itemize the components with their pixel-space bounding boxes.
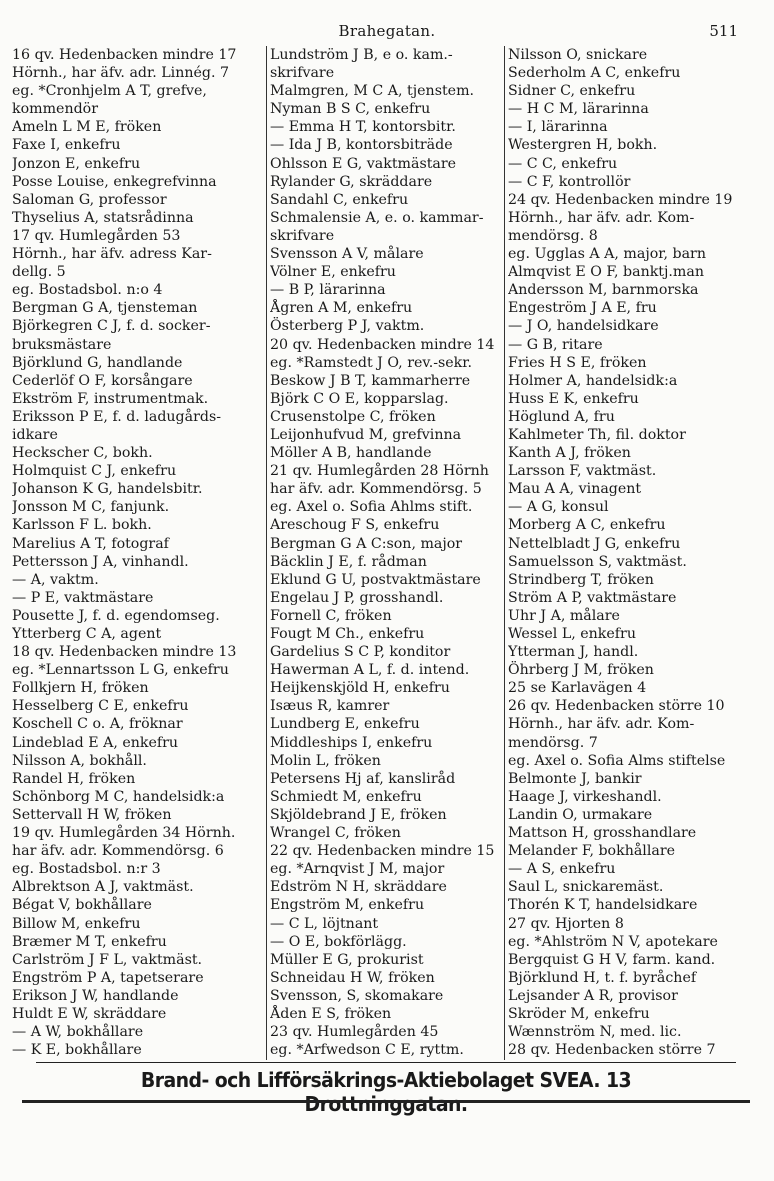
directory-entry-line: Hawerman A L, f. d. intend.: [270, 662, 470, 679]
directory-column-2: [267, 46, 505, 1060]
directory-entry-line: Sederholm A C, enkefru: [508, 65, 681, 82]
directory-entry-line: Nyman B S C, enkefru: [270, 101, 431, 118]
directory-entry-line: 26 qv. Hedenbacken större 10: [508, 698, 725, 715]
directory-entry-line: Albrektson A J, vaktmäst.: [12, 879, 194, 896]
directory-entry-line: 23 qv. Humlegården 45: [270, 1024, 439, 1041]
directory-entry-line: Nettelbladt J G, enkefru: [508, 535, 681, 552]
directory-entry-line: 18 qv. Hedenbacken mindre 13: [12, 644, 237, 661]
directory-entry-line: Jonzon E, enkefru: [12, 155, 141, 172]
directory-entry-line: eg. Axel o. Sofia Alms stiftelse: [508, 752, 726, 769]
directory-entry-line: eg. *Ramstedt J O, rev.-sekr.: [270, 354, 473, 371]
directory-entry-line: Pettersson J A, vinhandl.: [12, 553, 189, 570]
directory-entry-line: — A W, bokhållare: [12, 1024, 144, 1041]
directory-entry-line: — J O, handelsidkare: [508, 318, 659, 335]
directory-entry-line: Cederlöf O F, korsångare: [12, 372, 193, 389]
directory-entry-line: [12, 1059, 266, 1060]
directory-entry-line: Marelius A T, fotograf: [12, 535, 169, 552]
directory-entry-line: Hesselberg C E, enkefru: [12, 698, 189, 715]
directory-entry-line: skrifvare: [270, 227, 335, 244]
directory-entry-line: Wænnström N, med. lic.: [508, 1024, 682, 1041]
directory-entry-line: Höglund A, fru: [508, 408, 615, 425]
directory-entry-line: Eriksson P E, f. d. ladugårds-: [12, 408, 222, 425]
directory-entry-line: — B P, lärarinna: [270, 282, 386, 299]
directory-entry-line: Österberg P J, vaktm.: [270, 318, 425, 335]
directory-entry-line: Middleships I, enkefru: [270, 734, 433, 751]
directory-entry-line: Landin O, urmakare: [508, 806, 653, 823]
directory-entry-line: eg. Bostadsbol. n:o 4: [12, 282, 163, 299]
directory-entry-line: Holmquist C J, enkefru: [12, 463, 177, 480]
directory-entry-line: Bégat V, bokhållare: [12, 897, 152, 914]
directory-entry-line: Randel H, fröken: [12, 770, 136, 787]
directory-entry-line: eg. *Arfwedson C E, ryttm.: [270, 1042, 464, 1059]
directory-entry-line: — A S, enkefru: [508, 861, 616, 878]
directory-entry-line: Hörnh., har äfv. adr. Kom-: [508, 716, 695, 733]
directory-entry-line: Koschell C o. A, fröknar: [12, 716, 183, 733]
directory-entry-line: Müller E G, prokurist: [270, 951, 424, 968]
directory-entry-line: — G B, ritare: [508, 336, 603, 353]
directory-entry-line: Bræmer M T, enkefru: [12, 933, 167, 950]
directory-entry-line: Björk C O E, kopparslag.: [270, 390, 449, 407]
directory-entry-line: — I, lärarinna: [508, 119, 608, 136]
directory-entry-line: Areschoug F S, enkefru: [270, 517, 440, 534]
directory-entry-line: Beskow J B T, kammarherre: [270, 372, 471, 389]
directory-entry-line: dellg. 5: [12, 264, 66, 281]
directory-column-1: [10, 46, 267, 1060]
directory-entry-line: Melander F, bokhållare: [508, 843, 676, 860]
directory-entry-line: bruksmästare: [12, 336, 112, 353]
directory-entry-line: Gardelius S C P, konditor: [270, 644, 451, 661]
directory-entry-line: — C L, löjtnant: [270, 915, 379, 932]
advertisement-banner: Brand- och Lifförsäkrings-Aktiebolaget SVEA. 13 Drottninggatan.: [140, 1068, 632, 1116]
directory-entry-line: har äfv. adr. Kommendörsg. 6: [12, 843, 224, 860]
directory-entry-line: Lindeblad E A, enkefru: [12, 734, 179, 751]
directory-entry-line: eg. *Cronhjelm A T, grefve,: [12, 83, 207, 100]
directory-entry-line: Schönborg M C, handelsidk:a: [12, 788, 225, 805]
directory-entry-line: Edström N H, skräddare: [270, 879, 447, 896]
page-number: 511: [709, 22, 738, 40]
directory-entry-line: Bergman G A C:son, major: [270, 535, 463, 552]
directory-entry-line: Svensson, S, skomakare: [270, 987, 444, 1004]
directory-entry-line: Engström P A, tapetserare: [12, 969, 204, 986]
directory-entry-line: Bäcklin J E, f. rådman: [270, 553, 427, 570]
directory-entry-line: — K E, bokhållare: [12, 1042, 142, 1059]
directory-entry-line: — A, vaktm.: [12, 571, 99, 588]
directory-entry-line: eg. *Lennartsson L G, enkefru: [12, 662, 229, 679]
directory-column-3: [505, 46, 764, 1060]
directory-entry-line: Fornell C, fröken: [270, 607, 392, 624]
directory-entry-line: Nilsson O, snickare: [508, 47, 648, 63]
directory-entry-line: Molin L, fröken: [270, 752, 381, 769]
directory-entry-line: Fries H S E, fröken: [508, 354, 647, 371]
directory-entry-line: Saul L, snickaremäst.: [508, 879, 664, 896]
directory-columns: [10, 46, 764, 1060]
directory-entry-line: 20 qv. Hedenbacken mindre 14: [270, 336, 495, 353]
directory-entry-line: Haage J, virkeshandl.: [508, 788, 662, 805]
directory-entry-line: — A G, konsul: [508, 499, 609, 516]
directory-entry-line: Follkjern H, fröken: [12, 680, 149, 697]
directory-entry-line: Schmalensie A, e. o. kammar-: [270, 209, 484, 226]
directory-entry-line: Möller A B, handlande: [270, 445, 432, 462]
directory-entry-line: Ameln L M E, fröken: [12, 119, 162, 136]
directory-entry-line: Belmonte J, bankir: [508, 770, 642, 787]
directory-entry-line: Crusenstolpe C, fröken: [270, 408, 436, 425]
directory-entry-line: 22 qv. Hedenbacken mindre 15: [270, 843, 495, 860]
directory-entry-line: Skröder M, enkefru: [508, 1005, 650, 1022]
directory-entry-line: [270, 1059, 504, 1060]
directory-entry-line: Ekström F, instrumentmak.: [12, 390, 209, 407]
directory-entry-line: Fougt M Ch., enkefru: [270, 626, 425, 642]
directory-entry-line: Hörnh., har äfv. adr. Linnég. 7: [12, 65, 229, 82]
directory-entry-line: Engeström J A E, fru: [508, 300, 657, 317]
directory-entry-line: kommendör: [12, 101, 98, 118]
directory-entry-line: Öhrberg J M, fröken: [508, 662, 654, 679]
directory-entry-line: Johanson K G, handelsbitr.: [12, 481, 203, 498]
directory-entry-line: Engelau J P, grosshandl.: [270, 589, 444, 606]
directory-entry-line: Bergquist G H V, farm. kand.: [508, 951, 716, 968]
directory-entry-line: Thorén K T, handelsidkare: [508, 897, 698, 914]
directory-entry-line: Skjöldebrand J E, fröken: [270, 806, 447, 823]
directory-entry-line: Åden E S, fröken: [270, 1005, 392, 1022]
directory-entry-line: eg. *Arnqvist J M, major: [270, 861, 445, 878]
directory-entry-line: skrifvare: [270, 65, 335, 82]
directory-entry-line: Petersens Hj af, kansliråd: [270, 770, 456, 787]
page-header: [0, 22, 774, 46]
directory-entry-line: Ågren A M, enkefru: [270, 300, 413, 317]
directory-entry-line: Holmer A, handelsidk:a: [508, 372, 678, 389]
directory-entry-line: Wrangel C, fröken: [270, 825, 401, 842]
directory-entry-line: Ohlsson E G, vaktmästare: [270, 155, 457, 172]
directory-entry-line: Carlström J F L, vaktmäst.: [12, 951, 203, 968]
directory-entry-line: Bergman G A, tjensteman: [12, 300, 198, 317]
directory-entry-line: 28 qv. Hedenbacken större 7: [508, 1042, 716, 1059]
directory-entry-line: Eklund G U, postvaktmästare: [270, 571, 481, 588]
directory-entry-line: mendörsg. 7: [508, 734, 598, 751]
directory-entry-line: 17 qv. Humlegården 53: [12, 227, 181, 244]
directory-entry-line: Mau A A, vinagent: [508, 481, 642, 498]
directory-entry-line: Faxe I, enkefru: [12, 137, 121, 154]
directory-entry-line: Karlsson F L. bokh.: [12, 517, 152, 534]
directory-entry-line: Schmiedt M, enkefru: [270, 788, 422, 805]
directory-entry-line: 24 qv. Hedenbacken mindre 19: [508, 191, 733, 208]
directory-entry-line: mendörsg. 8: [508, 227, 598, 244]
directory-entry-line: Erikson J W, handlande: [12, 987, 179, 1004]
advertisement-top-rule: [36, 1062, 736, 1063]
directory-entry-line: Heijkenskjöld H, enkefru: [270, 680, 450, 697]
directory-entry-line: eg. Bostadsbol. n:r 3: [12, 861, 161, 878]
directory-entry-line: 16 qv. Hedenbacken mindre 17: [12, 47, 237, 63]
directory-entry-line: Andersson M, barnmorska: [508, 282, 699, 299]
directory-entry-line: Isæus R, kamrer: [270, 698, 390, 715]
directory-entry-line: eg. Axel o. Sofia Ahlms stift.: [270, 499, 473, 516]
directory-entry-line: [508, 1059, 764, 1060]
directory-entry-line: Björklund G, handlande: [12, 354, 183, 371]
directory-entry-line: Larsson F, vaktmäst.: [508, 463, 657, 480]
directory-entry-line: Morberg A C, enkefru: [508, 517, 666, 534]
directory-entry-line: Svensson A V, målare: [270, 246, 424, 263]
directory-entry-line: Hörnh., har äfv. adr. Kom-: [508, 209, 695, 226]
directory-entry-line: Sandahl C, enkefru: [270, 191, 409, 208]
directory-entry-line: Kahlmeter Th, fil. doktor: [508, 426, 686, 443]
directory-entry-line: Strindberg T, fröken: [508, 571, 654, 588]
directory-entry-line: Rylander G, skräddare: [270, 173, 433, 190]
directory-entry-line: Almqvist E O F, banktj.man: [508, 264, 704, 281]
directory-entry-line: Lundström J B, e o. kam.-: [270, 47, 453, 63]
directory-entry-line: idkare: [12, 426, 58, 443]
directory-entry-line: Ytterberg C A, agent: [12, 626, 162, 642]
directory-entry-line: — C F, kontrollör: [508, 173, 631, 190]
directory-entry-line: Saloman G, professor: [12, 191, 167, 208]
directory-entry-line: Ström A P, vaktmästare: [508, 589, 677, 606]
directory-entry-line: Heckscher C, bokh.: [12, 445, 153, 462]
directory-entry-line: Westergren H, bokh.: [508, 137, 658, 154]
directory-entry-line: Pousette J, f. d. egendomseg.: [12, 607, 220, 624]
directory-entry-line: Leijonhufvud M, grefvinna: [270, 426, 462, 443]
directory-entry-line: 25 se Karlavägen 4: [508, 680, 647, 697]
directory-entry-line: Lejsander A R, provisor: [508, 987, 678, 1004]
directory-entry-line: Jonsson M C, fanjunk.: [12, 499, 170, 516]
directory-entry-line: Völner E, enkefru: [270, 264, 396, 281]
directory-entry-line: Posse Louise, enkegrefvinna: [12, 173, 217, 190]
directory-entry-line: — P E, vaktmästare: [12, 589, 154, 606]
directory-entry-line: har äfv. adr. Kommendörsg. 5: [270, 481, 482, 498]
directory-entry-line: — Ida J B, kontorsbiträde: [270, 137, 453, 154]
directory-entry-line: Hörnh., har äfv. adress Kar-: [12, 246, 212, 263]
directory-entry-line: Huldt E W, skräddare: [12, 1005, 167, 1022]
directory-entry-line: eg. Ugglas A A, major, barn: [508, 246, 706, 263]
directory-entry-line: — H C M, lärarinna: [508, 101, 649, 118]
directory-entry-line: eg. *Ahlström N V, apotekare: [508, 933, 718, 950]
directory-entry-line: — Emma H T, kontorsbitr.: [270, 119, 456, 136]
directory-entry-line: 27 qv. Hjorten 8: [508, 915, 624, 932]
directory-entry-line: Björklund H, t. f. byråchef: [508, 969, 697, 986]
directory-entry-line: Huss E K, enkefru: [508, 390, 639, 407]
running-title: Brahegatan.: [338, 22, 436, 40]
directory-entry-line: Schneidau H W, fröken: [270, 969, 435, 986]
directory-entry-line: — C C, enkefru: [508, 155, 618, 172]
directory-entry-line: 21 qv. Humlegården 28 Hörnh: [270, 463, 489, 480]
directory-entry-line: Sidner C, enkefru: [508, 83, 636, 100]
directory-entry-line: Wessel L, enkefru: [508, 626, 636, 642]
directory-entry-line: Thyselius A, statsrådinna: [12, 209, 194, 226]
directory-entry-line: Malmgren, M C A, tjenstem.: [270, 83, 475, 100]
advertisement-bottom-rule: [22, 1100, 750, 1103]
directory-entry-line: Lundberg E, enkefru: [270, 716, 420, 733]
directory-entry-line: Uhr J A, målare: [508, 607, 620, 624]
directory-entry-line: Nilsson A, bokhåll.: [12, 752, 147, 769]
directory-entry-line: Settervall H W, fröken: [12, 806, 172, 823]
directory-entry-line: Kanth A J, fröken: [508, 445, 631, 462]
directory-entry-line: Engström M, enkefru: [270, 897, 425, 914]
directory-entry-line: 19 qv. Humlegården 34 Hörnh.: [12, 825, 236, 842]
directory-entry-line: Mattson H, grosshandlare: [508, 825, 697, 842]
directory-entry-line: — O E, bokförlägg.: [270, 933, 407, 950]
directory-entry-line: Samuelsson S, vaktmäst.: [508, 553, 687, 570]
directory-entry-line: Ytterman J, handl.: [508, 644, 639, 661]
directory-entry-line: Björkegren C J, f. d. socker-: [12, 318, 211, 335]
directory-entry-line: Billow M, enkefru: [12, 915, 141, 932]
